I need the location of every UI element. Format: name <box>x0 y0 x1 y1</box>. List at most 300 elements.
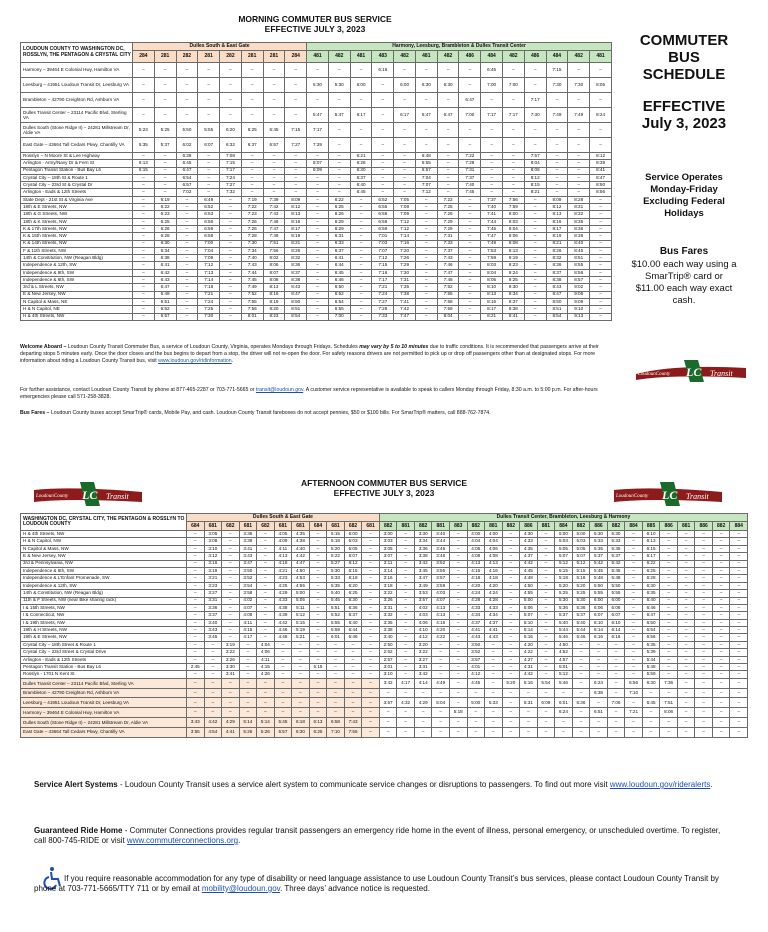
stop-time: – <box>572 649 590 656</box>
stop-time: – <box>712 597 730 604</box>
stop-time: 6:47 <box>437 108 459 123</box>
stop-name: Rosslyn – N Moore St & Lee Highway <box>21 153 133 160</box>
stop-time: 5:30 <box>590 531 608 538</box>
stop-time: – <box>642 727 660 737</box>
mobility-email-link[interactable]: mobility@loudoun.gov <box>201 884 281 893</box>
stop-time: 8:26 <box>285 247 307 254</box>
stop-time: – <box>257 604 275 611</box>
stop-time: – <box>415 196 437 203</box>
svg-text:LC: LC <box>82 488 98 502</box>
stop-time: – <box>730 664 748 671</box>
stop-time: 8:37 <box>285 269 307 276</box>
stop-time: – <box>677 664 695 671</box>
stop-time: – <box>274 708 292 718</box>
stop-name: Independence & 6th, SW <box>21 277 133 284</box>
stop-time: – <box>537 612 555 619</box>
stop-time: – <box>607 688 625 698</box>
stop-time: – <box>524 284 546 291</box>
stop-time: – <box>394 138 416 153</box>
stop-time: – <box>309 649 327 656</box>
stop-time: – <box>524 204 546 211</box>
afternoon-title: AFTERNOON COMMUTER BUS SERVICE <box>300 478 468 488</box>
ride-info-link[interactable]: www.loudoun.gov/ridinformation <box>158 358 232 364</box>
stop-time: – <box>481 182 503 189</box>
stop-time: – <box>590 269 612 276</box>
stop-time: – <box>220 240 242 247</box>
stop-time: – <box>220 262 242 269</box>
schedule-row <box>21 63 612 78</box>
stop-time: 4:38 <box>274 604 292 611</box>
stop-time: 4:13 <box>432 604 450 611</box>
stop-time: – <box>459 204 481 211</box>
route-number: 684 <box>309 522 327 531</box>
stop-time: – <box>459 313 481 320</box>
stop-time: 8:57 <box>568 277 590 284</box>
stop-time: – <box>677 727 695 737</box>
stop-time: – <box>307 174 329 181</box>
stop-time: 5:40 <box>572 619 590 626</box>
stop-time: – <box>350 262 372 269</box>
stop-time: 6:09 <box>537 698 555 708</box>
stop-time: 3:19 <box>204 567 222 574</box>
stop-time: – <box>432 708 450 718</box>
stop-time: – <box>459 298 481 305</box>
stop-time: – <box>204 664 222 671</box>
stop-time: – <box>257 597 275 604</box>
stop-time: – <box>372 182 394 189</box>
stop-time: – <box>572 641 590 648</box>
stop-time: – <box>415 269 437 276</box>
stop-time: – <box>537 688 555 698</box>
stop-time: – <box>677 575 695 582</box>
stop-time: – <box>502 708 520 718</box>
stop-time: 6:20 <box>344 582 362 589</box>
stop-time: – <box>220 211 242 218</box>
stop-time: 7:49 <box>481 240 503 247</box>
route-number: 484 <box>481 51 503 63</box>
schedule-row <box>21 597 748 604</box>
stop-time: – <box>449 597 467 604</box>
stop-time: 8:35 <box>568 218 590 225</box>
stop-time: 5:20 <box>502 678 520 688</box>
stop-time: – <box>307 284 329 291</box>
stop-time: – <box>568 189 590 196</box>
stop-time: 4:11 <box>274 545 292 552</box>
stop-time: – <box>590 93 612 108</box>
stop-time: – <box>537 590 555 597</box>
stop-time: 7:26 <box>241 225 263 232</box>
stop-time: – <box>307 277 329 284</box>
stop-time: – <box>695 627 713 634</box>
stop-time: – <box>327 656 345 663</box>
stop-time: 6:30 <box>154 240 176 247</box>
stop-time: – <box>502 664 520 671</box>
stop-time: – <box>660 612 678 619</box>
stop-time: – <box>432 656 450 663</box>
stop-time: 6:37 <box>344 612 362 619</box>
stop-time: – <box>307 269 329 276</box>
stop-time: 4:00 <box>485 531 503 538</box>
stop-time: 7:59 <box>503 204 525 211</box>
stop-time: 7:24 <box>220 174 242 181</box>
route-number: 281 <box>198 51 220 63</box>
stop-time: – <box>344 688 362 698</box>
stop-time: – <box>187 671 205 678</box>
route-number: 886 <box>590 522 608 531</box>
schedule-row <box>21 678 748 688</box>
stop-time: – <box>660 641 678 648</box>
stop-time: 4:29 <box>274 590 292 597</box>
stop-time: 6:45 <box>263 123 285 138</box>
stop-time: 7:24 <box>198 298 220 305</box>
stop-time: 3:05 <box>379 545 397 552</box>
stop-time: – <box>397 582 415 589</box>
stop-time: 6:40 <box>344 619 362 626</box>
route-number: 482 <box>568 51 590 63</box>
stop-time: – <box>198 108 220 123</box>
stop-time: – <box>449 678 467 688</box>
stop-time: 5:11 <box>292 604 310 611</box>
stop-time: – <box>459 78 481 93</box>
stop-time: 7:55 <box>241 298 263 305</box>
stop-time: – <box>204 656 222 663</box>
stop-time: – <box>459 225 481 232</box>
stop-name: Pentagon Transit Station - Bus Bay L6 <box>21 167 133 174</box>
stop-time: 4:25 <box>274 582 292 589</box>
stop-time: 5:10 <box>520 619 538 626</box>
schedule-row <box>21 269 612 276</box>
stop-time: 8:13 <box>263 284 285 291</box>
schedule-row <box>21 298 612 305</box>
stop-time: 7:26 <box>394 255 416 262</box>
stop-time: 4:16 <box>467 567 485 574</box>
stop-time: – <box>590 204 612 211</box>
stop-time: – <box>590 196 612 203</box>
stop-time: – <box>344 649 362 656</box>
stop-time: – <box>730 567 748 574</box>
stop-time: – <box>362 612 380 619</box>
stop-name: Brambleton – 42790 Creighton Rd, Ashburn VA <box>21 93 133 108</box>
stop-time: 6:54 <box>176 174 198 181</box>
stop-time: – <box>292 671 310 678</box>
morning-subtitle: EFFECTIVE JULY 3, 2023 <box>264 24 366 34</box>
stop-time: – <box>362 619 380 626</box>
stop-time: – <box>677 560 695 567</box>
stop-time: 7:22 <box>459 153 481 160</box>
stop-time: 4:47 <box>292 560 310 567</box>
stop-time: 5:05 <box>292 597 310 604</box>
stop-time: – <box>350 63 372 78</box>
stop-time: – <box>502 688 520 698</box>
stop-time: 6:30 <box>292 727 310 737</box>
stop-time: – <box>414 688 432 698</box>
stop-time: 4:55 <box>292 582 310 589</box>
stop-time: 8:04 <box>481 269 503 276</box>
stop-name: E & New Jersey, NW <box>21 553 187 560</box>
stop-time: 5:15 <box>327 531 345 538</box>
stop-time: – <box>449 627 467 634</box>
stop-time: – <box>524 218 546 225</box>
stop-time: – <box>537 649 555 656</box>
stop-time: – <box>449 582 467 589</box>
stop-time: 5:42 <box>607 560 625 567</box>
stop-time: – <box>590 123 612 138</box>
stop-time: 7:33 <box>437 240 459 247</box>
stop-time: 5:12 <box>292 612 310 619</box>
schedule-row <box>21 590 748 597</box>
stop-time: 6:14 <box>607 627 625 634</box>
stop-time: – <box>730 597 748 604</box>
schedule-row <box>21 225 612 232</box>
stop-time: – <box>730 627 748 634</box>
stop-time: 7:53 <box>481 247 503 254</box>
stop-time: 7:37 <box>481 196 503 203</box>
stop-time: 7:34 <box>241 247 263 254</box>
stop-time: – <box>449 718 467 728</box>
stop-time: 5:44 <box>642 656 660 663</box>
stop-time: – <box>274 641 292 648</box>
stop-time: – <box>524 211 546 218</box>
stop-time: 6:10 <box>590 619 608 626</box>
stop-time: – <box>502 671 520 678</box>
stop-time: 8:23 <box>263 313 285 320</box>
stop-time: 6:47 <box>459 93 481 108</box>
stop-time: – <box>204 641 222 648</box>
stop-time: – <box>537 538 555 545</box>
stop-time: – <box>449 634 467 641</box>
schedule-row <box>21 649 748 656</box>
stop-time: 7:40 <box>481 204 503 211</box>
stop-time: – <box>660 664 678 671</box>
stop-time: 5:47 <box>307 108 329 123</box>
stop-time: 7:01 <box>372 233 394 240</box>
stop-time: – <box>274 698 292 708</box>
stop-time: – <box>285 167 307 174</box>
stop-time: 5:25 <box>154 123 176 138</box>
stop-time: 6:15 <box>642 545 660 552</box>
stop-name: Harmony – 39464 E Colonial Hwy, Hamilton VA <box>21 708 187 718</box>
stop-time: – <box>257 688 275 698</box>
route-number: 681 <box>274 522 292 531</box>
stop-time: – <box>344 698 362 708</box>
stop-time: – <box>432 727 450 737</box>
stop-time: 4:06 <box>467 545 485 552</box>
corner-label: WASHINGTON DC, CRYSTAL CITY, THE PENTAGON & ROSSLYN TO LOUDOUN COUNTY <box>21 514 187 531</box>
stop-time: – <box>524 78 546 93</box>
stop-time: – <box>660 567 678 574</box>
stop-time: – <box>449 664 467 671</box>
stop-time: – <box>187 698 205 708</box>
stop-time: – <box>730 649 748 656</box>
stop-time: 3:57 <box>379 698 397 708</box>
stop-time: – <box>449 641 467 648</box>
stop-time: – <box>222 612 240 619</box>
stop-time: – <box>394 189 416 196</box>
stop-time: – <box>642 688 660 698</box>
stop-time: – <box>437 167 459 174</box>
stop-time: – <box>677 656 695 663</box>
stop-time: – <box>459 269 481 276</box>
stop-time: – <box>481 138 503 153</box>
stop-time: – <box>537 627 555 634</box>
stop-time: – <box>362 545 380 552</box>
stop-time: 3:40 <box>204 619 222 626</box>
stop-time: 5:35 <box>590 545 608 552</box>
stop-time: 7:00 <box>198 240 220 247</box>
stop-time: – <box>198 153 220 160</box>
schedule-row <box>21 218 612 225</box>
schedule-row <box>21 153 612 160</box>
stop-time: – <box>607 656 625 663</box>
stop-time: – <box>362 567 380 574</box>
stop-time: – <box>350 225 372 232</box>
stop-time: – <box>415 255 437 262</box>
stop-time: 7:17 <box>503 108 525 123</box>
stop-time: – <box>625 634 643 641</box>
stop-time: – <box>730 604 748 611</box>
stop-time: 5:50 <box>607 582 625 589</box>
stop-time: – <box>176 291 198 298</box>
stop-time: – <box>176 262 198 269</box>
stop-time: – <box>307 313 329 320</box>
route-number: 885 <box>642 522 660 531</box>
stop-time: 4:08 <box>485 553 503 560</box>
transit-email-link[interactable]: transit@loudoun.gov <box>255 387 304 393</box>
stop-time: 7:07 <box>372 247 394 254</box>
stop-time: 5:26 <box>257 727 275 737</box>
stop-time: – <box>502 698 520 708</box>
stop-time: – <box>590 664 608 671</box>
stop-time: – <box>309 634 327 641</box>
accessibility-note: If you require reasonable accommodation for any type of disability or need language assistance to use Loudoun County Transit’s bus services, please contact Loudoun County Transit by phone at 703-771-5665/TTY 711 or by email at mobility@loudoun.gov. Three days’ advance notice is requested. <box>34 874 719 893</box>
stop-time: 6:57 <box>415 167 437 174</box>
stop-time: 7:33 <box>372 313 394 320</box>
stop-time: – <box>285 108 307 123</box>
stop-time: – <box>607 671 625 678</box>
stop-time: – <box>503 160 525 167</box>
stop-time: – <box>415 123 437 138</box>
stop-time: 6:56 <box>625 678 643 688</box>
stop-time: 4:37 <box>520 553 538 560</box>
stop-time: – <box>459 138 481 153</box>
rider-alerts-link[interactable]: www.loudoun.gov/rideralerts <box>609 780 711 789</box>
stop-time: – <box>292 641 310 648</box>
stop-time: – <box>154 153 176 160</box>
stop-time: 6:29 <box>328 218 350 225</box>
stop-time: 8:06 <box>503 233 525 240</box>
stop-time: – <box>309 567 327 574</box>
stop-time: – <box>625 718 643 728</box>
stop-time: – <box>176 93 198 108</box>
stop-time: 7:21 <box>198 291 220 298</box>
stop-time: – <box>133 196 155 203</box>
stop-time: – <box>362 671 380 678</box>
stop-time: 5:19 <box>292 627 310 634</box>
stop-time: 8:02 <box>263 255 285 262</box>
stop-time: 3:31 <box>379 604 397 611</box>
route-number: 882 <box>712 522 730 531</box>
stop-time: – <box>198 167 220 174</box>
stop-time: – <box>309 590 327 597</box>
stop-time: 7:28 <box>372 306 394 313</box>
stop-name: Leesburg – 41951 Loudoun Transit Dr, Leesburg VA <box>21 78 133 93</box>
schedule-row <box>21 641 748 648</box>
stop-time: – <box>176 255 198 262</box>
stop-time: – <box>437 63 459 78</box>
stop-time: 7:18 <box>198 284 220 291</box>
stop-time: – <box>241 153 263 160</box>
stop-name: H & N Capitol, NW <box>21 538 187 545</box>
stop-time: – <box>220 291 242 298</box>
stop-time: 7:55 <box>437 291 459 298</box>
stop-name: Brambleton – 42790 Creighton Rd, Ashburn VA <box>21 688 187 698</box>
stop-time: – <box>394 167 416 174</box>
stop-time: – <box>133 298 155 305</box>
stop-time: – <box>397 612 415 619</box>
stop-time: 4:12 <box>467 671 485 678</box>
stop-time: 6:43 <box>154 277 176 284</box>
stop-time: – <box>257 531 275 538</box>
stop-time: 8:30 <box>503 284 525 291</box>
stop-time: 3:31 <box>414 664 432 671</box>
stop-time: – <box>263 182 285 189</box>
commuter-connections-link[interactable]: www.commuterconnections.org <box>126 836 239 845</box>
stop-time: – <box>222 619 240 626</box>
stop-time: 6:44 <box>344 627 362 634</box>
stop-time: 6:00 <box>350 78 372 93</box>
stop-time: – <box>133 153 155 160</box>
route-number: 483 <box>372 51 394 63</box>
stop-time: 5:55 <box>198 123 220 138</box>
stop-time: 8:36 <box>546 262 568 269</box>
stop-time: – <box>239 698 257 708</box>
stop-name: Leesburg – 41951 Loudoun Transit Dr, Leesburg VA <box>21 698 187 708</box>
schedule-row <box>21 108 612 123</box>
stop-time: – <box>712 612 730 619</box>
stop-time: – <box>695 612 713 619</box>
stop-time: 6:59 <box>372 225 394 232</box>
stop-time: – <box>590 284 612 291</box>
stop-time: 6:30 <box>642 678 660 688</box>
stop-time: – <box>432 718 450 728</box>
stop-time: – <box>133 255 155 262</box>
stop-time: 8:21 <box>546 240 568 247</box>
stop-time: – <box>485 708 503 718</box>
stop-time: – <box>524 196 546 203</box>
stop-time: – <box>133 108 155 123</box>
stop-time: 7:46 <box>437 262 459 269</box>
stop-time: – <box>546 123 568 138</box>
stop-time: 4:33 <box>520 538 538 545</box>
stop-time: 5:15 <box>555 567 573 574</box>
stop-time: 4:33 <box>274 597 292 604</box>
stop-time: – <box>485 688 503 698</box>
stop-time: – <box>239 641 257 648</box>
stop-time: – <box>695 567 713 574</box>
stop-time: 3:43 <box>187 718 205 728</box>
stop-time: – <box>660 649 678 656</box>
stop-time: – <box>133 247 155 254</box>
stop-time: – <box>712 575 730 582</box>
stop-time: 4:12 <box>414 634 432 641</box>
stop-time: – <box>257 538 275 545</box>
stop-time: – <box>415 233 437 240</box>
stop-time: 3:52 <box>467 649 485 656</box>
stop-time: 6:28 <box>154 233 176 240</box>
stop-time: 5:59 <box>327 627 345 634</box>
stop-time: 7:20 <box>394 247 416 254</box>
stop-time: – <box>415 204 437 211</box>
